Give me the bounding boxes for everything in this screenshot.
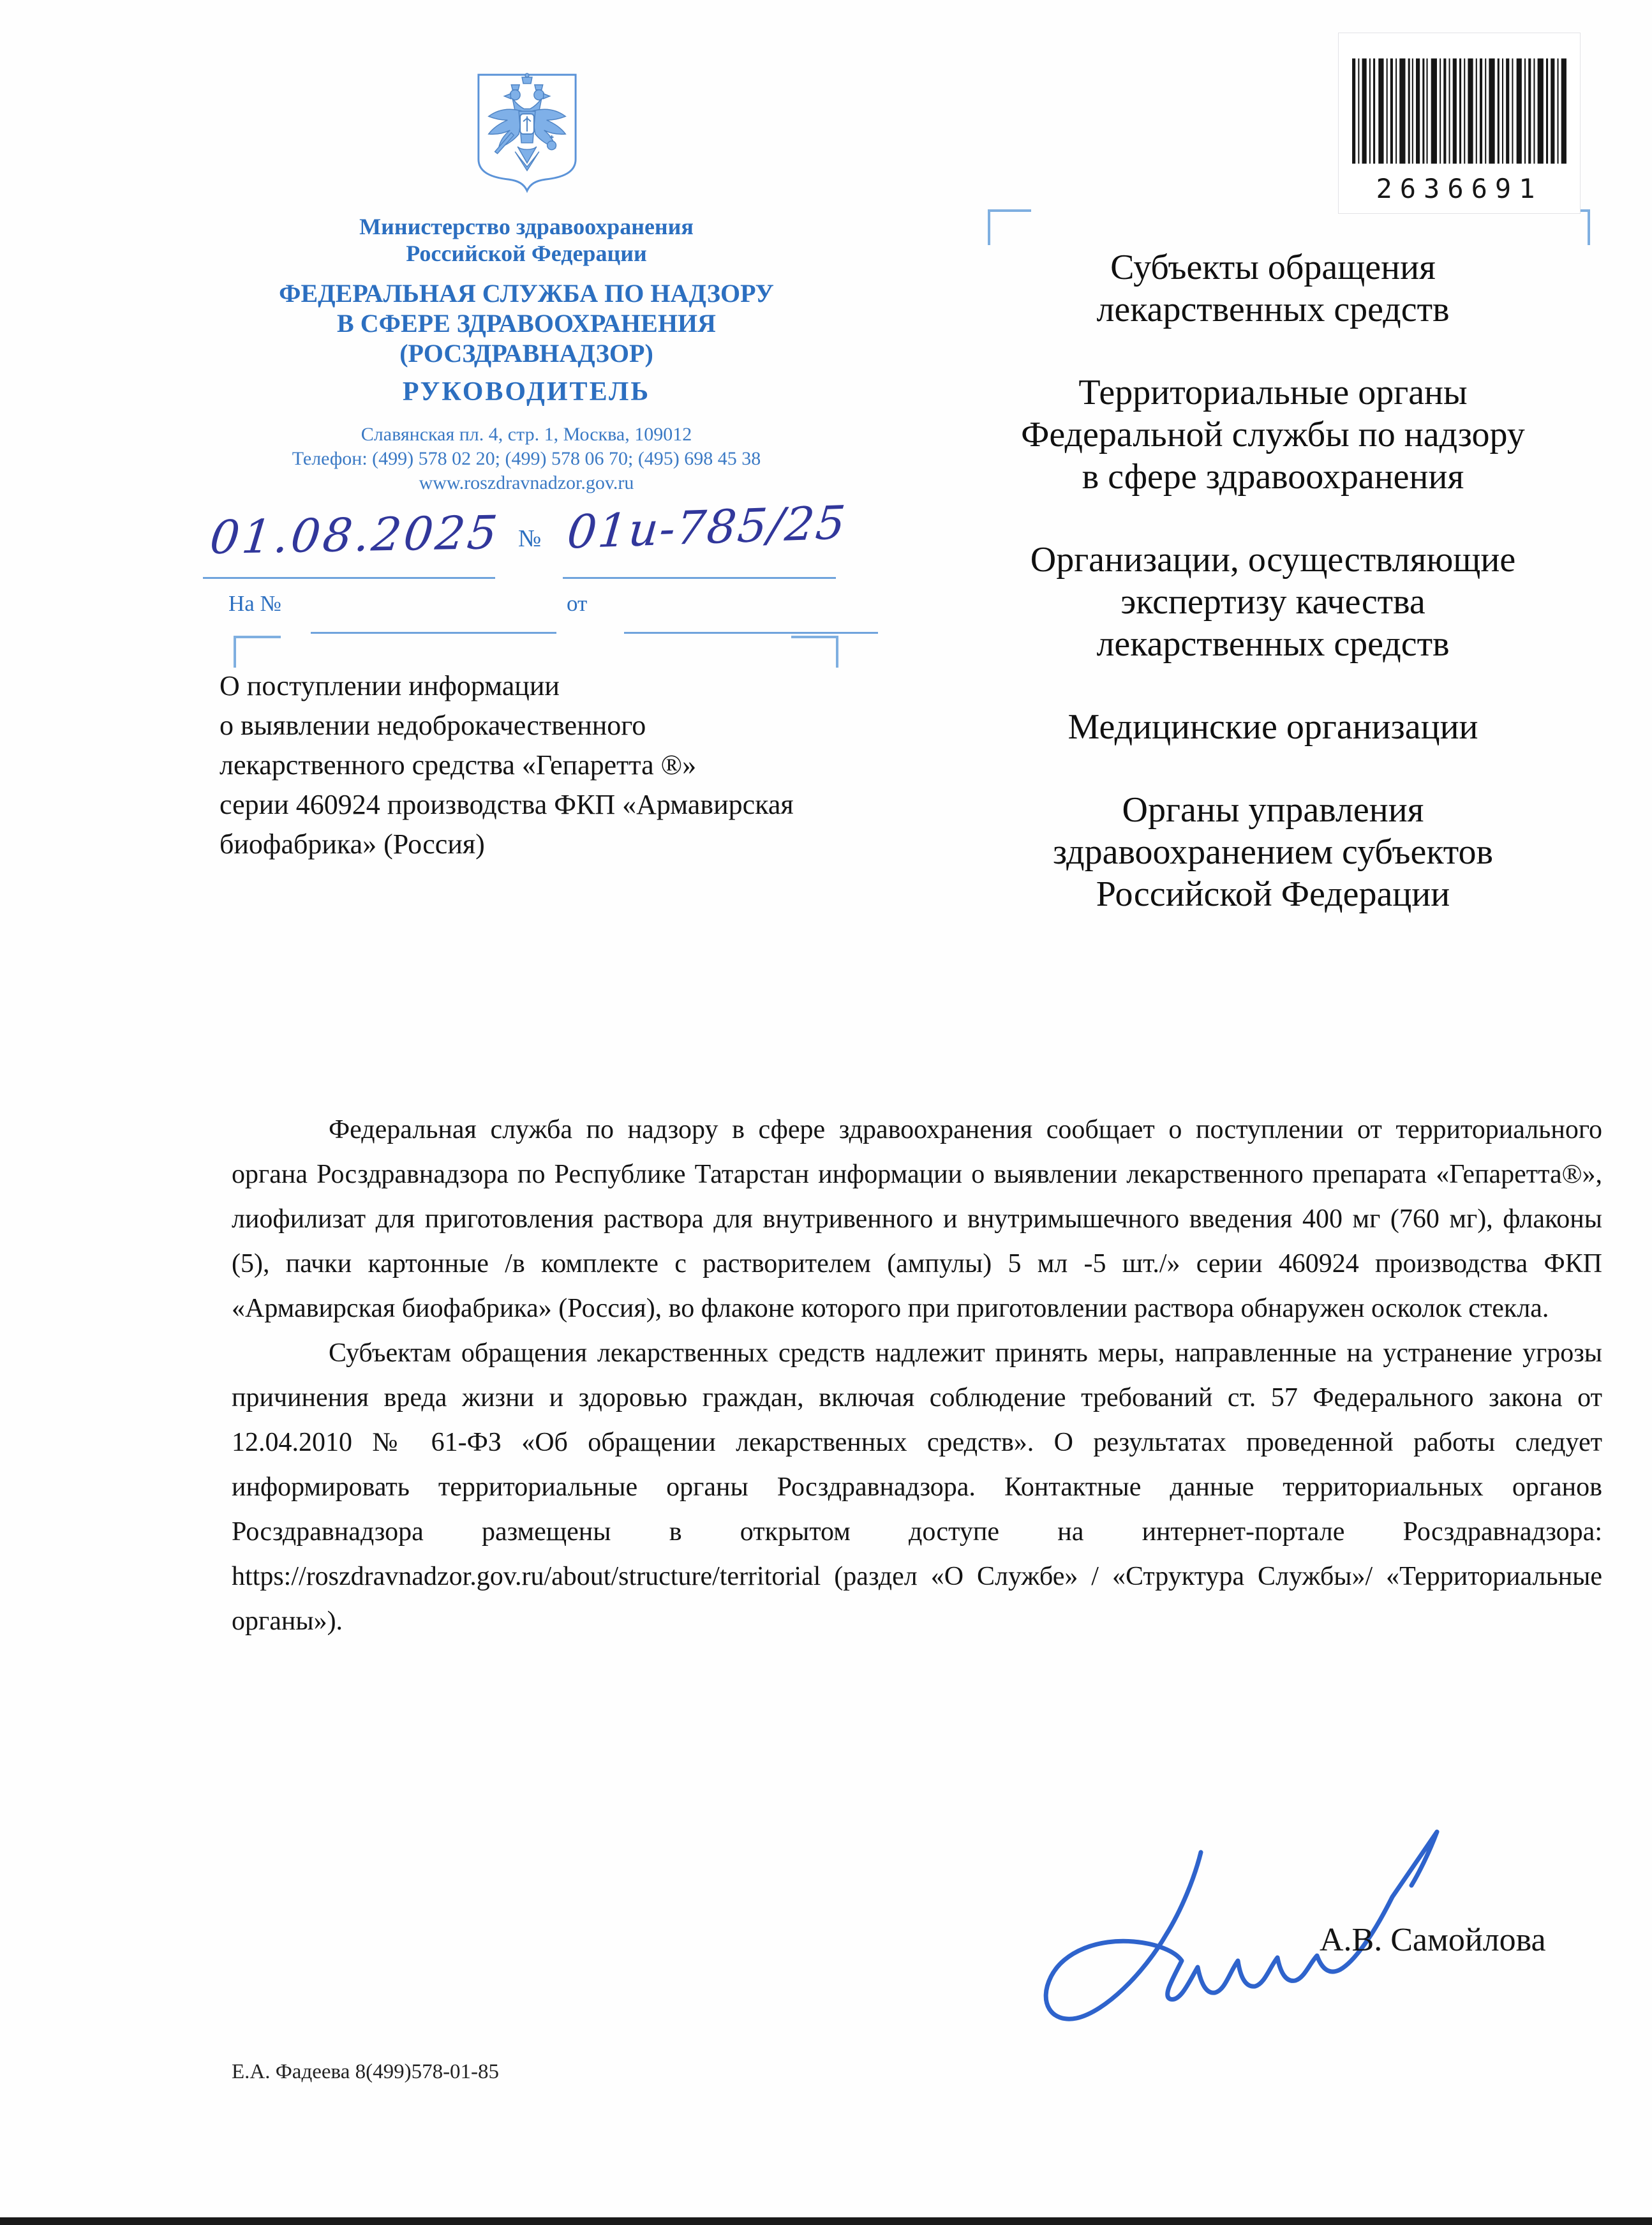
addressee-line: Органы управления — [1122, 790, 1424, 830]
signer-name: А.В. Самойлова — [1320, 1922, 1546, 1958]
letter-body — [232, 1107, 1602, 1644]
addressee-line: здравоохранением субъектов — [1053, 832, 1493, 872]
letterhead-contacts — [175, 423, 877, 495]
letter-subject — [220, 666, 889, 864]
addressee-line: лекарственных средств — [1096, 624, 1450, 664]
executor-contact: Е.А. Фадеева 8(499)578-01-85 — [232, 2060, 500, 2083]
addressee-item — [951, 246, 1595, 331]
addressee-line: Субъекты обращения — [1110, 248, 1436, 287]
number-sign-label: № — [518, 525, 542, 552]
letterhead-website: www.roszdravnadzor.gov.ru — [419, 472, 634, 493]
handwritten-date: 01.08.2025 — [207, 506, 503, 564]
subject-line: биофабрика» (Россия) — [220, 828, 485, 860]
reply-from-date-label: от — [567, 591, 588, 616]
date-underline — [203, 577, 495, 579]
addressee-line: лекарственных средств — [1096, 290, 1450, 329]
barcode-digits: 2636691 — [1376, 173, 1543, 204]
service-line: ФЕДЕРАЛЬНАЯ СЛУЖБА ПО НАДЗОРУ — [279, 279, 774, 308]
position-title: РУКОВОДИТЕЛЬ — [402, 377, 651, 407]
addressee-item — [951, 706, 1595, 748]
reply-to-number-label: На № — [228, 591, 281, 616]
body-paragraph: Федеральная служба по надзору в сфере здравоохранения сообщает о поступлении от территориального органа Росздравнадзора по Республике Татарстан информации о выявлении лекарственного препарата «Гепаретта®», лиофилизат для приготовления раствора для внутривенного и внутримышечного введения 400 мг (760 мг), флаконы (5), пачки картонные /в комплекте с растворителем (ампулы) 5 мл -5 шт./» серии 460924 производства ФКП «Армавирская биофабрика» (Россия), во флаконе которого при приготовлении раствора обнаружен осколок стекла. — [232, 1115, 1602, 1323]
body-paragraph: Субъектам обращения лекарственных средств надлежит принять меры, направленные на устранение угрозы причинения вреда жизни и здоровью граждан, включая соблюдение требований ст. 57 Федерального закона от 12.04.2010 № 61-ФЗ «Об обращении лекарственных средств». О результатах проведенной работы следует информировать территориальные органы Росздравнадзора. Контактные данные территориальных органов Росздравнадзора размещены в открытом доступе на интернет-портале Росздравнадзора: https://roszdravnadzor.gov.ru/about/structure/territorial (раздел «О Службе» / «Структура Службы»/ «Территориальные органы»). — [232, 1338, 1602, 1636]
addressee-item — [951, 371, 1595, 498]
barcode — [1339, 33, 1580, 213]
addressee-item — [951, 539, 1595, 665]
addressee-line: Территориальные органы — [1078, 373, 1468, 412]
russia-coat-of-arms-icon — [473, 70, 581, 195]
ministry-line: Российской Федерации — [406, 241, 647, 266]
subject-line: лекарственного средства «Гепаретта ®» — [220, 749, 697, 781]
reply-date-underline — [624, 632, 878, 634]
addressee-line: Медицинские организации — [1068, 707, 1478, 747]
addressee-line: Российской Федерации — [1096, 874, 1450, 914]
letterhead-address: Славянская пл. 4, стр. 1, Москва, 109012 — [361, 424, 692, 445]
subject-zone-corner-topleft — [234, 636, 281, 668]
subject-zone-corner-topright — [791, 636, 838, 668]
addressee-line: в сфере здравоохранения — [1082, 457, 1464, 497]
number-underline — [563, 577, 836, 579]
addressee-zone-corner-topleft — [988, 209, 1031, 245]
scan-edge — [0, 2217, 1652, 2225]
addressee-line: Организации, осуществляющие — [1030, 540, 1516, 580]
handwritten-outgoing-number: 01и-785/25 — [565, 495, 849, 559]
addressee-line: Федеральной службы по надзору — [1021, 415, 1525, 454]
subject-line: о выявлении недоброкачественного — [220, 710, 646, 741]
barcode-bars-icon — [1351, 54, 1568, 169]
addressee-line: экспертизу качества — [1120, 582, 1425, 622]
letterhead-phones: Телефон: (499) 578 02 20; (499) 578 06 70; (495) 698 45 38 — [292, 448, 761, 469]
ministry-line: Министерство здравоохранения — [359, 214, 694, 239]
service-line: (РОСЗДРАВНАДЗОР) — [399, 339, 653, 368]
subject-line: серии 460924 производства ФКП «Армавирская — [220, 789, 794, 820]
service-name — [195, 278, 858, 368]
reply-number-underline — [311, 632, 556, 634]
addressee-zone-corner-topright — [1547, 209, 1590, 245]
addressee-item — [951, 789, 1595, 915]
subject-line: О поступлении информации — [220, 670, 560, 701]
ministry-name — [207, 213, 845, 267]
service-line: В СФЕРЕ ЗДРАВООХРАНЕНИЯ — [337, 309, 716, 338]
addressee-list — [951, 246, 1595, 956]
